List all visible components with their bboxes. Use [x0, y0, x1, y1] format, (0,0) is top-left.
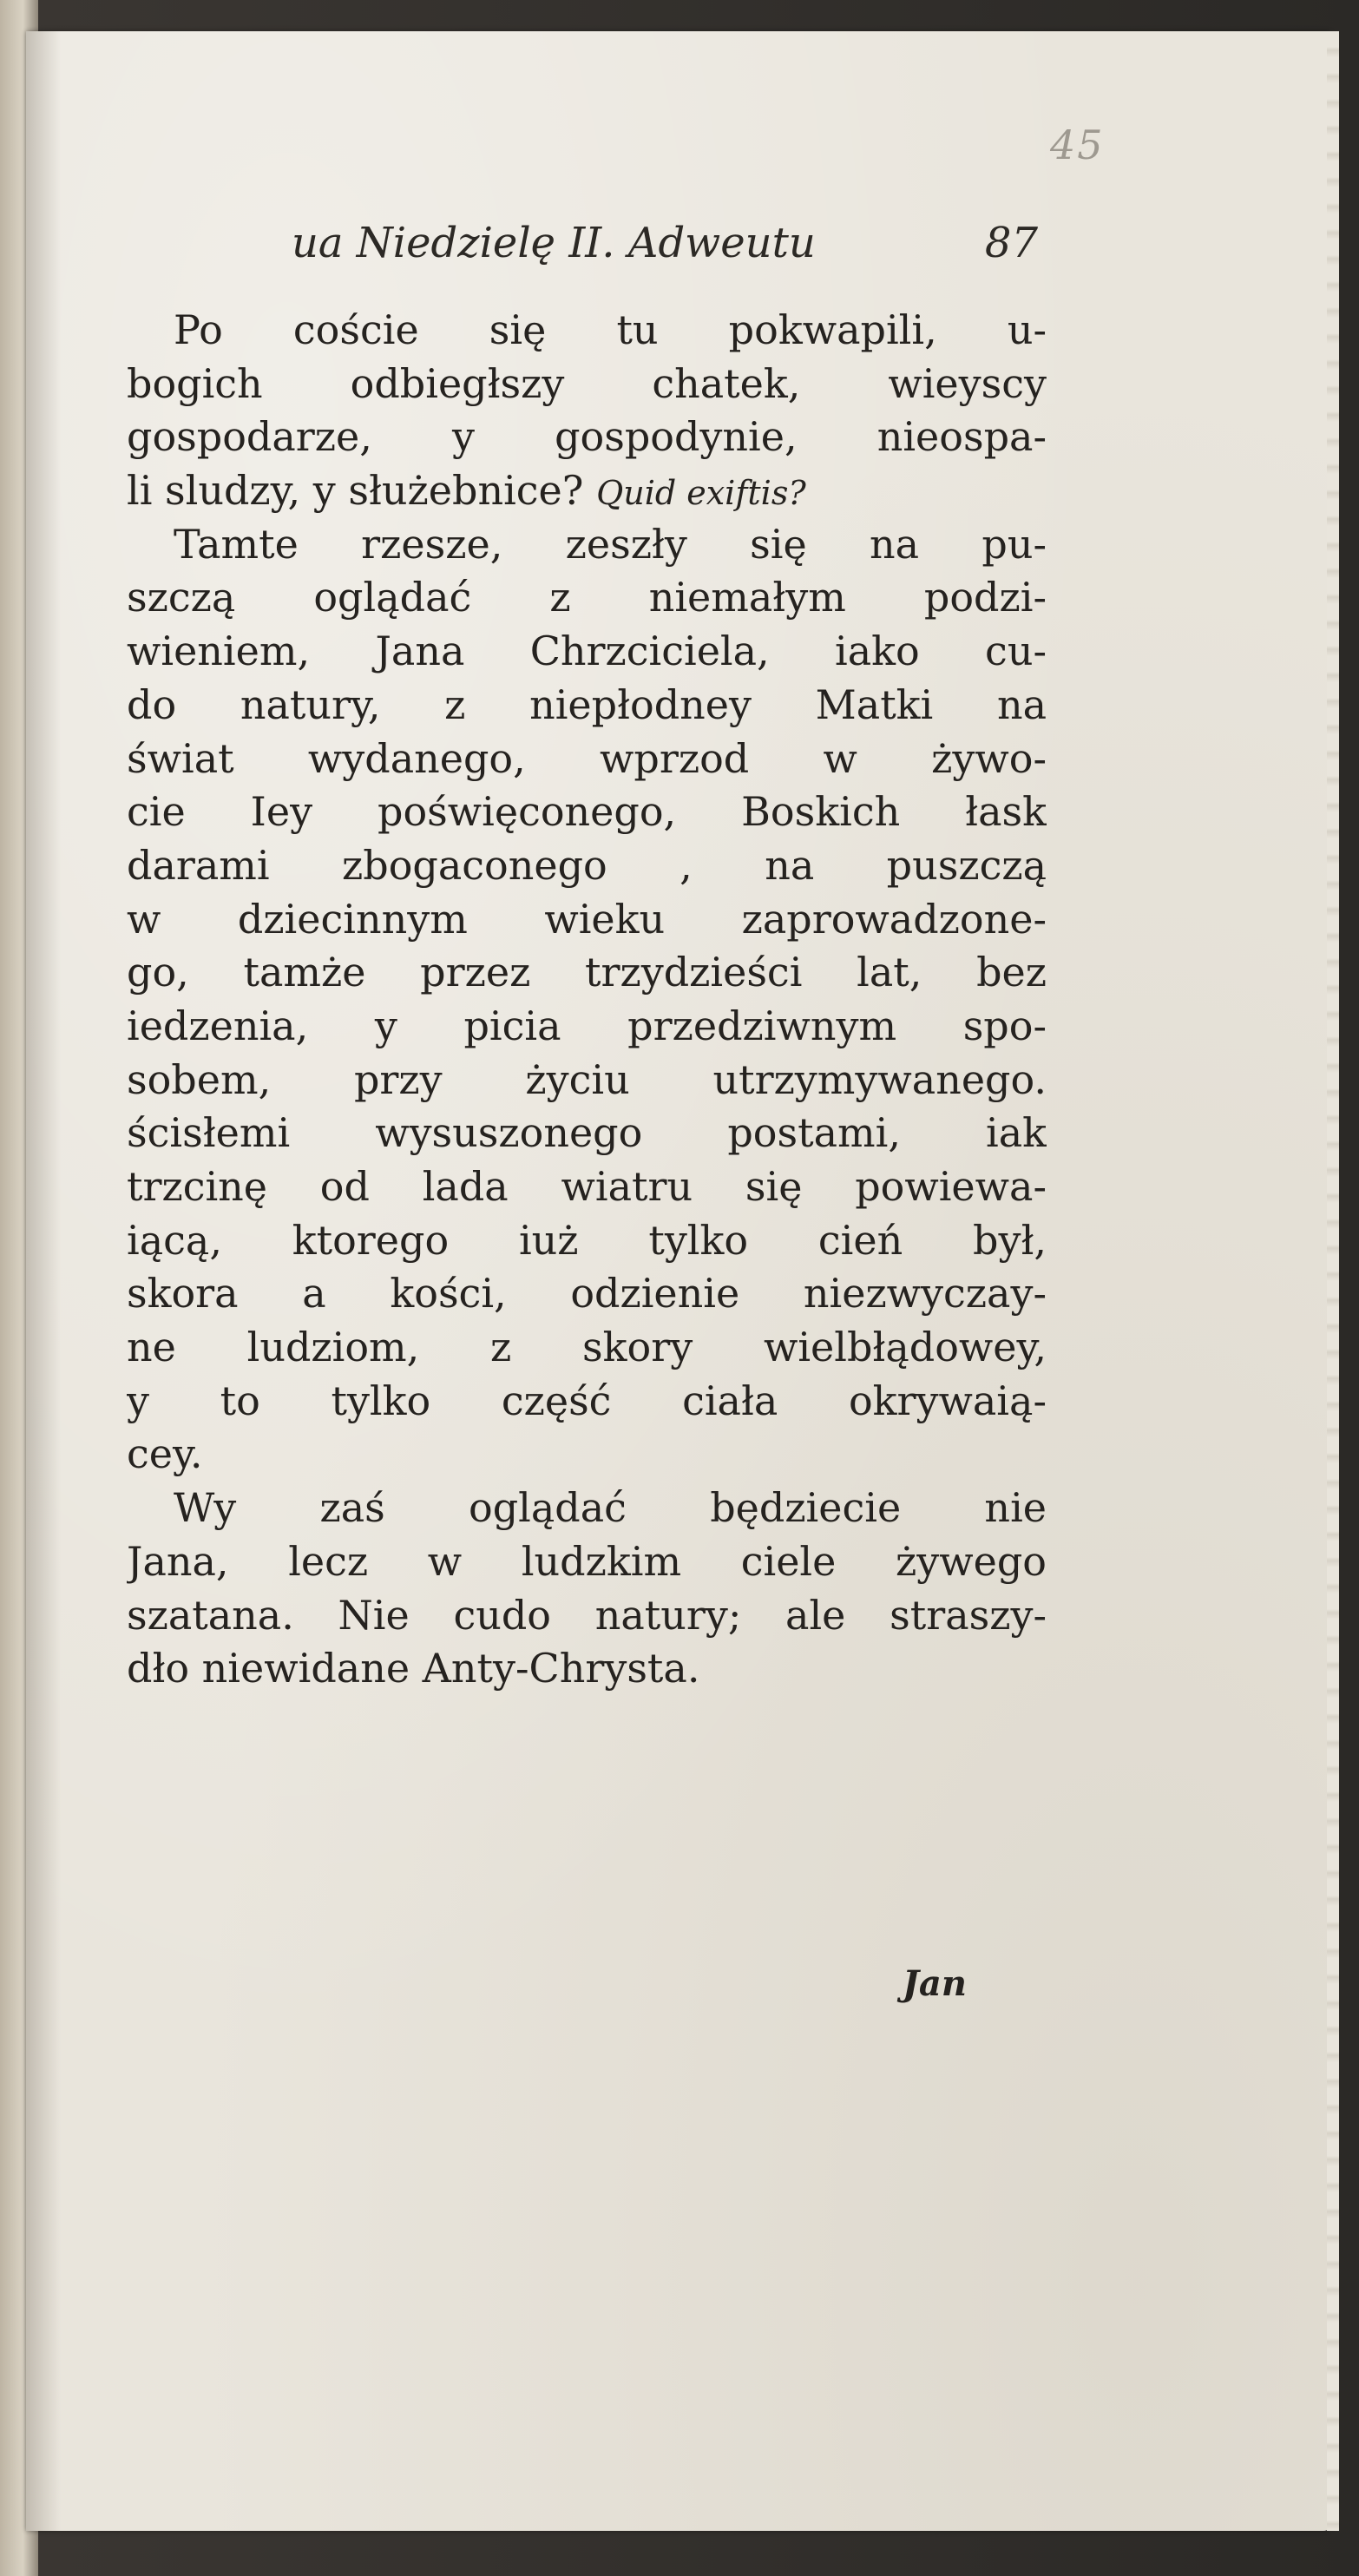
- text-line: darami zbogaconego , na puszczą: [127, 841, 1047, 889]
- latin-phrase: Quid exiftis?: [596, 474, 806, 513]
- text-line: ścisłemi wysuszonego postami, iak: [127, 1109, 1047, 1157]
- text-line: cie Iey poświęconego, Boskich łask: [127, 788, 1047, 836]
- catchword: Jan: [903, 1963, 967, 2004]
- running-title: ua Niedzielę II. Adweutu: [292, 219, 816, 267]
- text-line: go, tamże przez trzydzieści lat, bez: [127, 949, 1047, 996]
- text-line: sobem, przy życiu utrzymywanego.: [127, 1055, 1047, 1103]
- text-line: iącą, ktorego iuż tylko cień był,: [127, 1216, 1047, 1264]
- text-line: wieniem, Jana Chrzciciela, iako cu-: [127, 628, 1047, 675]
- text-line: bogich odbiegłszy chatek, wieyscy: [127, 359, 1047, 407]
- text-line: iedzenia, y picia przedziwnym spo-: [127, 1002, 1047, 1049]
- text-line: ne ludziom, z skory wielbłądowey,: [127, 1324, 1047, 1371]
- text-line: [127, 464, 1047, 518]
- page-number: 87: [984, 219, 1038, 267]
- text-line: Tamte rzesze, zeszły się na pu-: [174, 520, 1047, 568]
- gutter-shadow: [26, 31, 61, 2531]
- text-line: Wy zaś oglądać będziecie nie: [174, 1484, 1047, 1532]
- line-text: li sludzy, y służebnice?: [127, 467, 584, 515]
- text-line: do natury, z niepłodney Matki na: [127, 680, 1047, 728]
- body-text: [127, 304, 1047, 1696]
- text-line: y to tylko część ciała okrywaią-: [127, 1377, 1047, 1424]
- text-line: w dziecinnym wieku zaprowadzone-: [127, 895, 1047, 943]
- text-line: gospodarze, y gospodynie, nieospa-: [127, 413, 1047, 461]
- text-line: szczą oglądać z niemałym podzi-: [127, 574, 1047, 621]
- text-line: szatana. Nie cudo natury; ale straszy-: [127, 1591, 1047, 1639]
- text-line: świat wydanego, wprzod w żywo-: [127, 734, 1047, 782]
- text-line: Po coście się tu pokwapili, u-: [174, 306, 1047, 353]
- text-line: dło niewidane Anty-Chrysta.: [127, 1645, 700, 1692]
- pencil-folio-mark: 45: [1050, 122, 1105, 168]
- text-line: skora a kości, odzienie niezwyczay-: [127, 1270, 1047, 1318]
- text-line: cey.: [127, 1430, 203, 1478]
- running-head: [292, 219, 1038, 279]
- text-line: Jana, lecz w ludzkim ciele żywego: [127, 1537, 1047, 1585]
- text-line: trzcinę od lada wiatru się powiewa-: [127, 1163, 1047, 1210]
